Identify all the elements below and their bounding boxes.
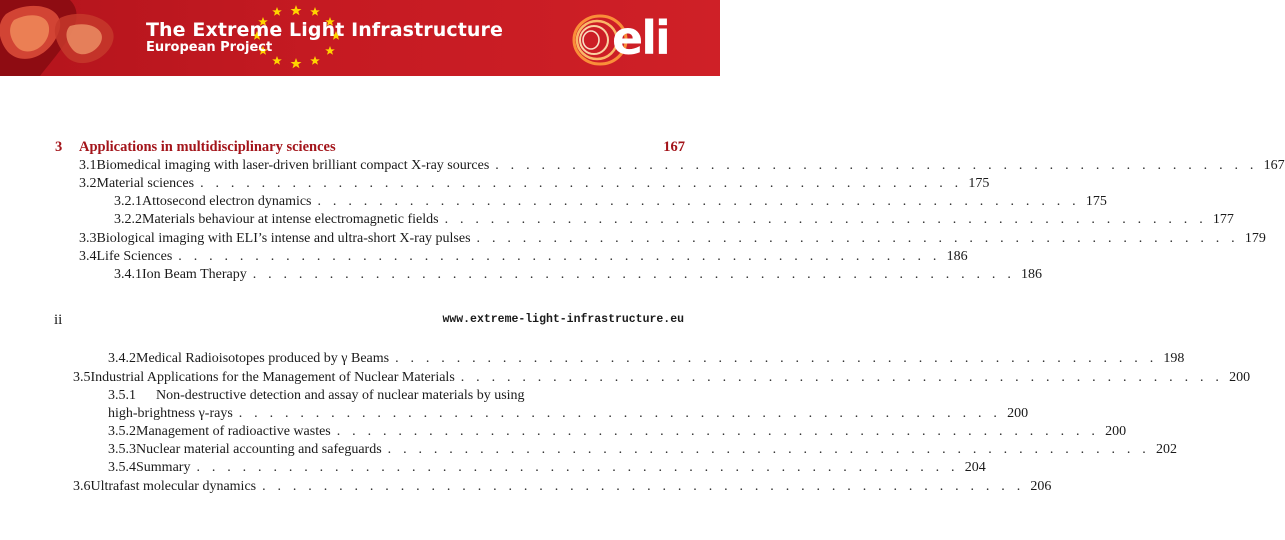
toc-page: 198 bbox=[1163, 351, 1185, 366]
toc-title: Material sciences bbox=[96, 176, 195, 191]
toc-entry[interactable] bbox=[108, 459, 986, 477]
toc-leader: . . . . . . . . . . . . . . . . . . . . . . . . . . . . . . . . . . . . . . . . . . . . . . . . . . bbox=[336, 424, 1100, 439]
toc-number: 3.5 bbox=[73, 370, 91, 385]
toc-entry[interactable] bbox=[114, 193, 1107, 211]
toc-page: 186 bbox=[1021, 267, 1043, 282]
toc-title: Biomedical imaging with laser-driven brilliant compact X-ray sources bbox=[96, 158, 490, 173]
eli-logo: eli bbox=[612, 11, 669, 65]
toc-number: 3.1 bbox=[79, 158, 97, 173]
toc-title: Ion Beam Therapy bbox=[142, 267, 247, 282]
toc-number: 3.2.1 bbox=[114, 194, 142, 209]
toc-entry[interactable] bbox=[108, 423, 1127, 441]
toc-entry[interactable] bbox=[73, 478, 1052, 496]
toc-leader: . . . . . . . . . . . . . . . . . . . . . . . . . . . . . . . . . . . . . . . . . . . . . . . . . . bbox=[200, 176, 963, 191]
toc-number: 3.4.2 bbox=[108, 351, 136, 366]
toc-leader: . . . . . . . . . . . . . . . . . . . . . . . . . . . . . . . . . . . . . . . . . . . . . . . . . . bbox=[262, 479, 1025, 494]
toc-page: 167 bbox=[1263, 158, 1285, 173]
toc-entry[interactable] bbox=[79, 248, 968, 266]
toc-page: 177 bbox=[1212, 212, 1234, 227]
toc-title: Applications in multidisciplinary sciences bbox=[79, 139, 336, 155]
toc-number: 3.5.1 bbox=[108, 388, 136, 403]
toc-number: 3.4.1 bbox=[114, 267, 142, 282]
toc-title: Medical Radioisotopes produced by γ Beams bbox=[136, 351, 390, 366]
page-number: ii bbox=[54, 312, 63, 328]
toc-number: 3.2 bbox=[79, 176, 97, 191]
toc-page: 175 bbox=[1085, 194, 1107, 209]
toc-title: Materials behaviour at intense electromagnetic fields bbox=[142, 212, 439, 227]
banner-title: The Extreme Light Infrastructure bbox=[146, 19, 503, 41]
toc-leader: . . . . . . . . . . . . . . . . . . . . . . . . . . . . . . . . . . . . . . . . . . . . . . . . . . bbox=[460, 370, 1224, 385]
toc-entry[interactable] bbox=[108, 350, 1185, 368]
toc-page: 200 bbox=[1105, 424, 1127, 439]
toc-number: 3.2.2 bbox=[114, 212, 142, 227]
toc-leader: . . . . . . . . . . . . . . . . . . . . . . . . . . . . . . . . . . . . . . . . . . . . . . . . . . bbox=[317, 194, 1080, 209]
toc-page: 202 bbox=[1155, 442, 1177, 457]
toc-entry[interactable] bbox=[79, 175, 990, 193]
toc-title: Non-destructive detection and assay of nuclear materials by using bbox=[156, 388, 525, 403]
banner-subtitle: European Project bbox=[146, 40, 273, 55]
toc-leader: . . . . . . . . . . . . . . . . . . . . . . . . . . . . . . . . . . . . . . . . . . . . . . . . . . bbox=[395, 351, 1158, 366]
toc-entry[interactable] bbox=[114, 211, 1234, 229]
toc-page: 200 bbox=[1007, 406, 1029, 421]
toc-title: Biological imaging with ELI’s intense and ultra-short X-ray pulses bbox=[96, 231, 471, 246]
laser-artwork-icon bbox=[0, 0, 114, 76]
footer-url[interactable]: www.extreme-light-infrastructure.eu bbox=[442, 313, 684, 326]
toc-leader: . . . . . . . . . . . . . . . . . . . . . . . . . . . . . . . . . . . . . . . . . . . . . . . . . . bbox=[495, 158, 1258, 173]
toc-entry[interactable] bbox=[108, 441, 1177, 459]
toc-entry-continued[interactable] bbox=[108, 405, 1029, 423]
toc-title: Attosecond electron dynamics bbox=[142, 194, 312, 209]
toc-number: 3.4 bbox=[79, 249, 97, 264]
toc-title: Industrial Applications for the Management of Nuclear Materials bbox=[90, 370, 455, 385]
toc-page: 175 bbox=[968, 176, 990, 191]
toc-leader: . . . . . . . . . . . . . . . . . . . . . . . . . . . . . . . . . . . . . . . . . . . . . . . . . . bbox=[444, 212, 1207, 227]
toc-title: Nuclear material accounting and safeguards bbox=[136, 442, 382, 457]
toc-title: Management of radioactive wastes bbox=[136, 424, 331, 439]
toc-number: 3.5.2 bbox=[108, 424, 136, 439]
toc-leader: . . . . . . . . . . . . . . . . . . . . . . . . . . . . . . . . . . . . . . . . . . . . . . . . . . bbox=[196, 460, 959, 475]
toc-page: 167 bbox=[663, 139, 685, 155]
toc-leader: . . . . . . . . . . . . . . . . . . . . . . . . . . . . . . . . . . . . . . . . . . . . . . . . . . bbox=[387, 442, 1150, 457]
toc-entry[interactable] bbox=[114, 266, 1043, 284]
toc-number: 3 bbox=[55, 139, 63, 155]
toc-leader: . . . . . . . . . . . . . . . . . . . . . . . . . . . . . . . . . . . . . . . . . . . . . . . . . . bbox=[178, 249, 941, 264]
toc-leader: . . . . . . . . . . . . . . . . . . . . . . . . . . . . . . . . . . . . . . . . . . . . . . . . . . bbox=[252, 267, 1016, 282]
toc-chapter-3[interactable] bbox=[55, 138, 685, 156]
toc-number: 3.3 bbox=[79, 231, 97, 246]
toc-leader: . . . . . . . . . . . . . . . . . . . . . . . . . . . . . . . . . . . . . . . . . . . . . . . . . . bbox=[238, 406, 1002, 421]
toc-title: high-brightness γ-rays bbox=[108, 406, 233, 421]
toc-title: Summary bbox=[136, 460, 191, 475]
toc-number: 3.5.4 bbox=[108, 460, 136, 475]
toc-leader: . . . . . . . . . . . . . . . . . . . . . . . . . . . . . . . . . . . . . . . . . . . . . . . . . . bbox=[476, 231, 1239, 246]
toc-title: Ultrafast molecular dynamics bbox=[90, 479, 257, 494]
toc-page: 206 bbox=[1030, 479, 1052, 494]
toc-entry[interactable] bbox=[79, 157, 1285, 175]
toc-entry[interactable] bbox=[108, 387, 682, 405]
toc-number: 3.6 bbox=[73, 479, 91, 494]
toc-title: Life Sciences bbox=[96, 249, 173, 264]
toc-page: 200 bbox=[1229, 370, 1251, 385]
header-banner bbox=[0, 0, 720, 76]
toc-entry[interactable] bbox=[79, 230, 1266, 248]
toc-page: 204 bbox=[964, 460, 986, 475]
toc-entry[interactable] bbox=[73, 369, 1251, 387]
toc-page: 186 bbox=[946, 249, 968, 264]
toc-page: 179 bbox=[1244, 231, 1266, 246]
toc-number: 3.5.3 bbox=[108, 442, 136, 457]
